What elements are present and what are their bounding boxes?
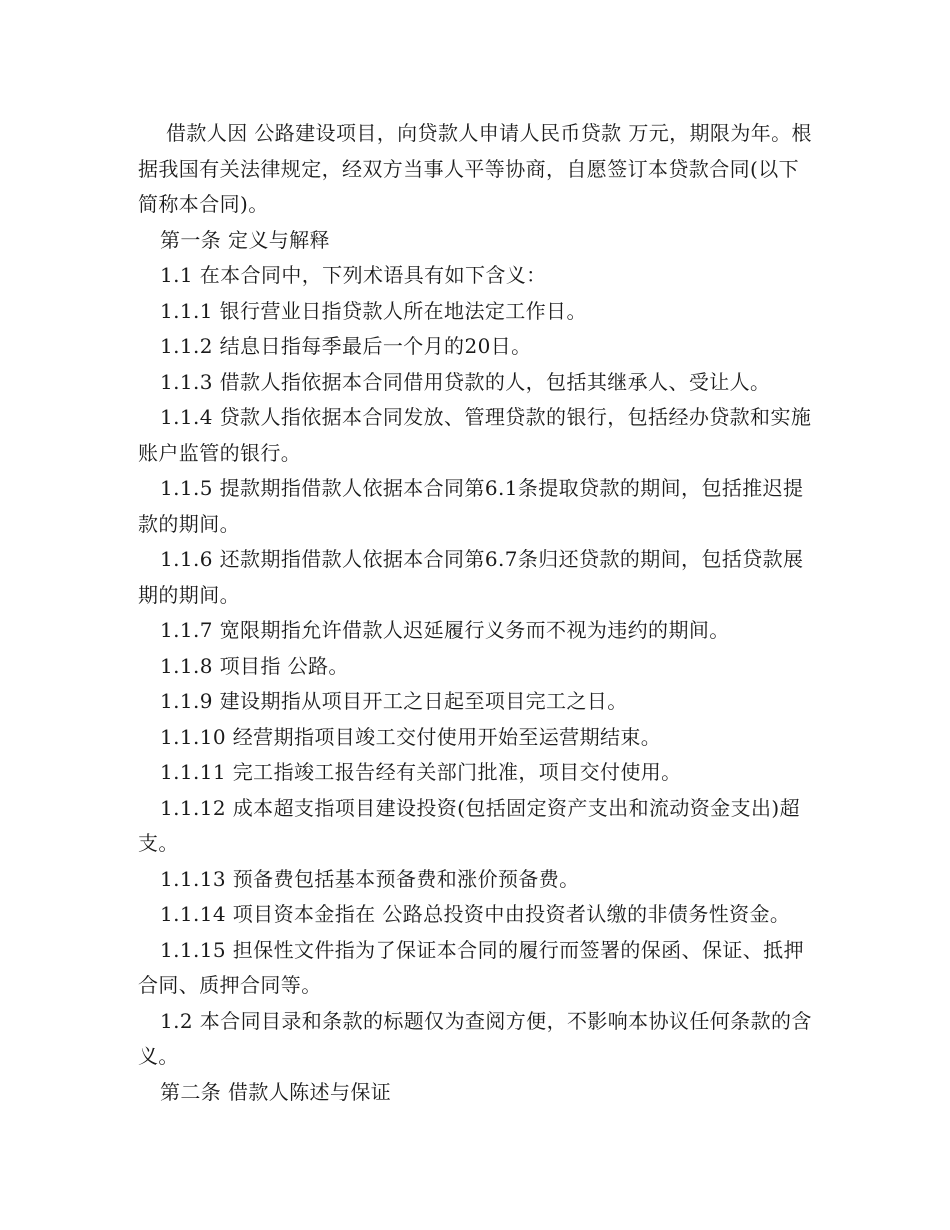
clause-1-1-9: 1.1.9 建设期指从项目开工之日起至项目完工之日。 bbox=[160, 689, 628, 713]
clause-1-1-6: 1.1.6 还款期指借款人依据本合同第6.7条归还贷款的期间，包括贷款展期的期间。 bbox=[138, 547, 804, 607]
article-2-heading: 第二条 借款人陈述与保证 bbox=[160, 1079, 392, 1104]
clause-1-1-10: 1.1.10 经营期指项目竣工交付使用开始至运营期结束。 bbox=[160, 724, 662, 749]
document-body bbox=[138, 116, 818, 1110]
article-1-heading: 第一条 定义与解释 bbox=[160, 227, 330, 252]
clause-1-1-11: 1.1.11 完工指竣工报告经有关部门批准，项目交付使用。 bbox=[160, 760, 682, 784]
clause-1-2: 1.2 本合同目录和条款的标题仅为查阅方便，不影响本协议任何条款的含义。 bbox=[138, 1008, 812, 1068]
clause-1-1-8: 1.1.8 项目指 公路。 bbox=[160, 653, 349, 678]
clause-1-1-12: 1.1.12 成本超支指项目建设投资(包括固定资产支出和流动资金支出)超支。 bbox=[138, 795, 800, 855]
clause-1-1-13: 1.1.13 预备费包括基本预备费和涨价预备费。 bbox=[160, 866, 580, 891]
clause-1-1-1: 1.1.1 银行营业日指贷款人所在地法定工作日。 bbox=[160, 298, 587, 323]
clause-1-1-5: 1.1.5 提款期指借款人依据本合同第6.1条提取贷款的期间，包括推迟提款的期间。 bbox=[138, 476, 804, 536]
clause-1-1-2: 1.1.2 结息日指每季最后一个月的20日。 bbox=[160, 334, 532, 358]
intro-paragraph: 借款人因 公路建设项目，向贷款人申请人民币贷款 万元，期限为年。根据我国有关法律规定，经双方当事人平等协商，自愿签订本贷款合同(以下简称本合同)。 bbox=[138, 121, 812, 216]
clause-1-1-15: 1.1.15 担保性文件指为了保证本合同的履行而签署的保函、保证、抵押合同、质押合同等。 bbox=[138, 937, 804, 997]
clause-1-1-14: 1.1.14 项目资本金指在 公路总投资中由投资者认缴的非债务性资金。 bbox=[160, 902, 791, 926]
clause-1-1-7: 1.1.7 宽限期指允许借款人迟延履行义务而不视为违约的期间。 bbox=[160, 618, 730, 642]
clause-1-1-3: 1.1.3 借款人指依据本合同借用贷款的人，包括其继承人、受让人。 bbox=[160, 369, 771, 394]
clause-1-1-4: 1.1.4 贷款人指依据本合同发放、管理贷款的银行，包括经办贷款和实施账户监管的银行。 bbox=[138, 405, 812, 465]
clause-1-1: 1.1 在本合同中，下列术语具有如下含义： bbox=[160, 263, 547, 287]
